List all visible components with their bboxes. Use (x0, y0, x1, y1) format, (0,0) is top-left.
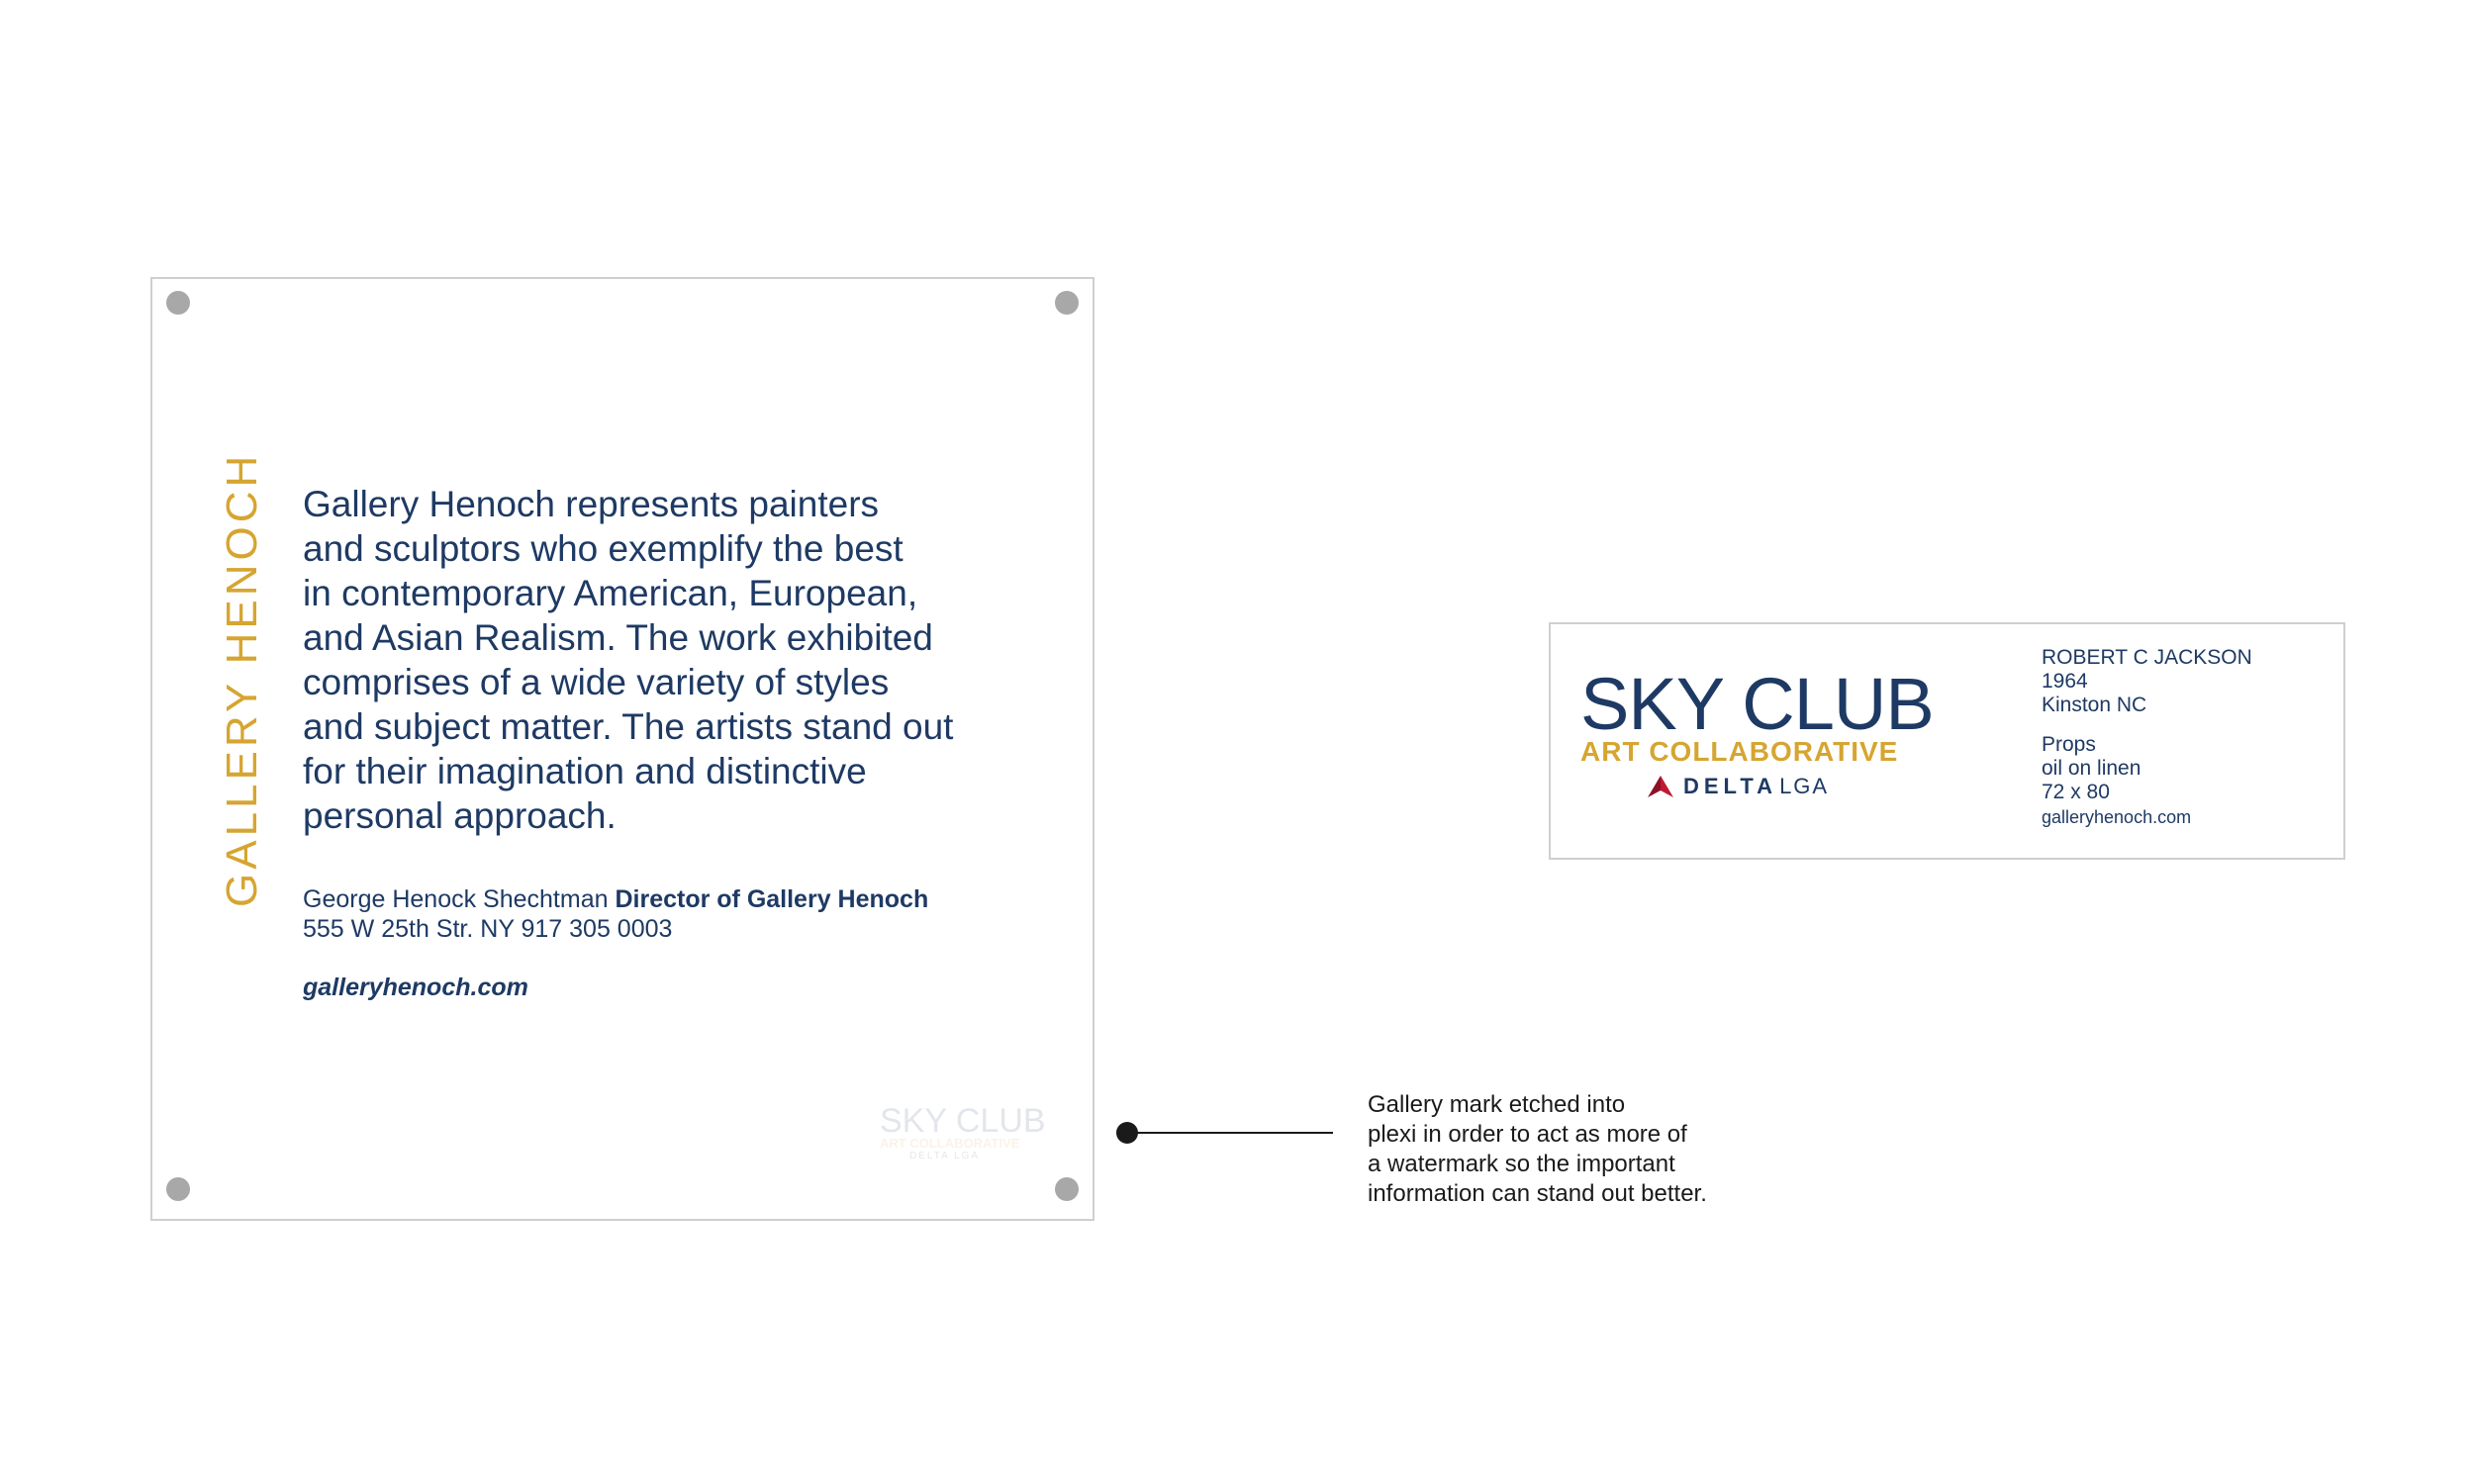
gallery-vertical-mark (152, 279, 266, 907)
callout-note (1368, 1090, 1783, 1209)
standoff-bottom-left-icon (166, 1177, 190, 1201)
artist-year: 1964 (2042, 670, 2088, 693)
artwork-dimensions: 72 x 80 (2042, 781, 2110, 803)
watermark-delta-lga: DELTA LGA (909, 1151, 980, 1161)
description-line: comprises of a wide variety of styles (303, 662, 890, 702)
callout-line-text: information can stand out better. (1368, 1180, 1707, 1207)
contact-line (303, 884, 928, 914)
sky-club-watermark (880, 1102, 1058, 1161)
artwork-title: Props (2042, 733, 2096, 756)
watermark-sky-club: SKY CLUB (880, 1102, 1046, 1140)
callout-leader-line (1133, 1132, 1333, 1134)
sky-club-logo (1580, 663, 1937, 800)
delta-widget-icon (1648, 776, 1673, 797)
artwork-label (1549, 622, 2345, 860)
callout-line-text: Gallery mark etched into (1368, 1091, 1626, 1118)
contact-name: George Henock Shechtman (303, 885, 609, 913)
artist-name: ROBERT C JACKSON (2042, 646, 2252, 669)
gallery-contact (303, 884, 928, 944)
logo-lga-text: LGA (1779, 774, 1830, 798)
gallery-description (303, 482, 1065, 838)
artwork-medium: oil on linen (2042, 757, 2141, 780)
gallery-vertical-mark-text: GALLERY HENOCH (218, 451, 266, 907)
description-line: Gallery Henoch represents painters (303, 484, 880, 524)
description-line: and sculptors who exemplify the best (303, 528, 904, 569)
contact-title: Director of Gallery Henoch (615, 885, 929, 913)
gallery-website-link[interactable]: galleryhenoch.com (303, 974, 528, 1001)
standoff-top-right-icon (1055, 291, 1079, 315)
gallery-plexi-panel (150, 277, 1094, 1221)
callout-line-text: a watermark so the important (1368, 1151, 1675, 1177)
standoff-top-left-icon (166, 291, 190, 315)
description-line: and subject matter. The artists stand out (303, 706, 954, 747)
contact-address: 555 W 25th Str. NY 917 305 0003 (303, 915, 673, 943)
artist-location: Kinston NC (2042, 694, 2147, 716)
logo-art-collaborative: ART COLLABORATIVE (1580, 736, 1899, 767)
description-line: personal approach. (303, 795, 617, 836)
logo-delta-lga (1580, 773, 1937, 800)
label-website-link[interactable]: galleryhenoch.com (2042, 807, 2192, 827)
standoff-bottom-right-icon (1055, 1177, 1079, 1201)
description-line: in contemporary American, European, (303, 573, 918, 613)
logo-delta-text: DELTA (1683, 774, 1778, 798)
logo-sky-club: SKY CLUB (1580, 663, 1934, 745)
watermark-art-collaborative: ART COLLABORATIVE (880, 1136, 1020, 1151)
description-line: for their imagination and distinctive (303, 751, 867, 791)
info-spacer (2042, 717, 2252, 733)
artwork-info (2042, 646, 2252, 830)
description-line: and Asian Realism. The work exhibited (303, 617, 933, 658)
callout-line-text: plexi in order to act as more of (1368, 1121, 1687, 1148)
